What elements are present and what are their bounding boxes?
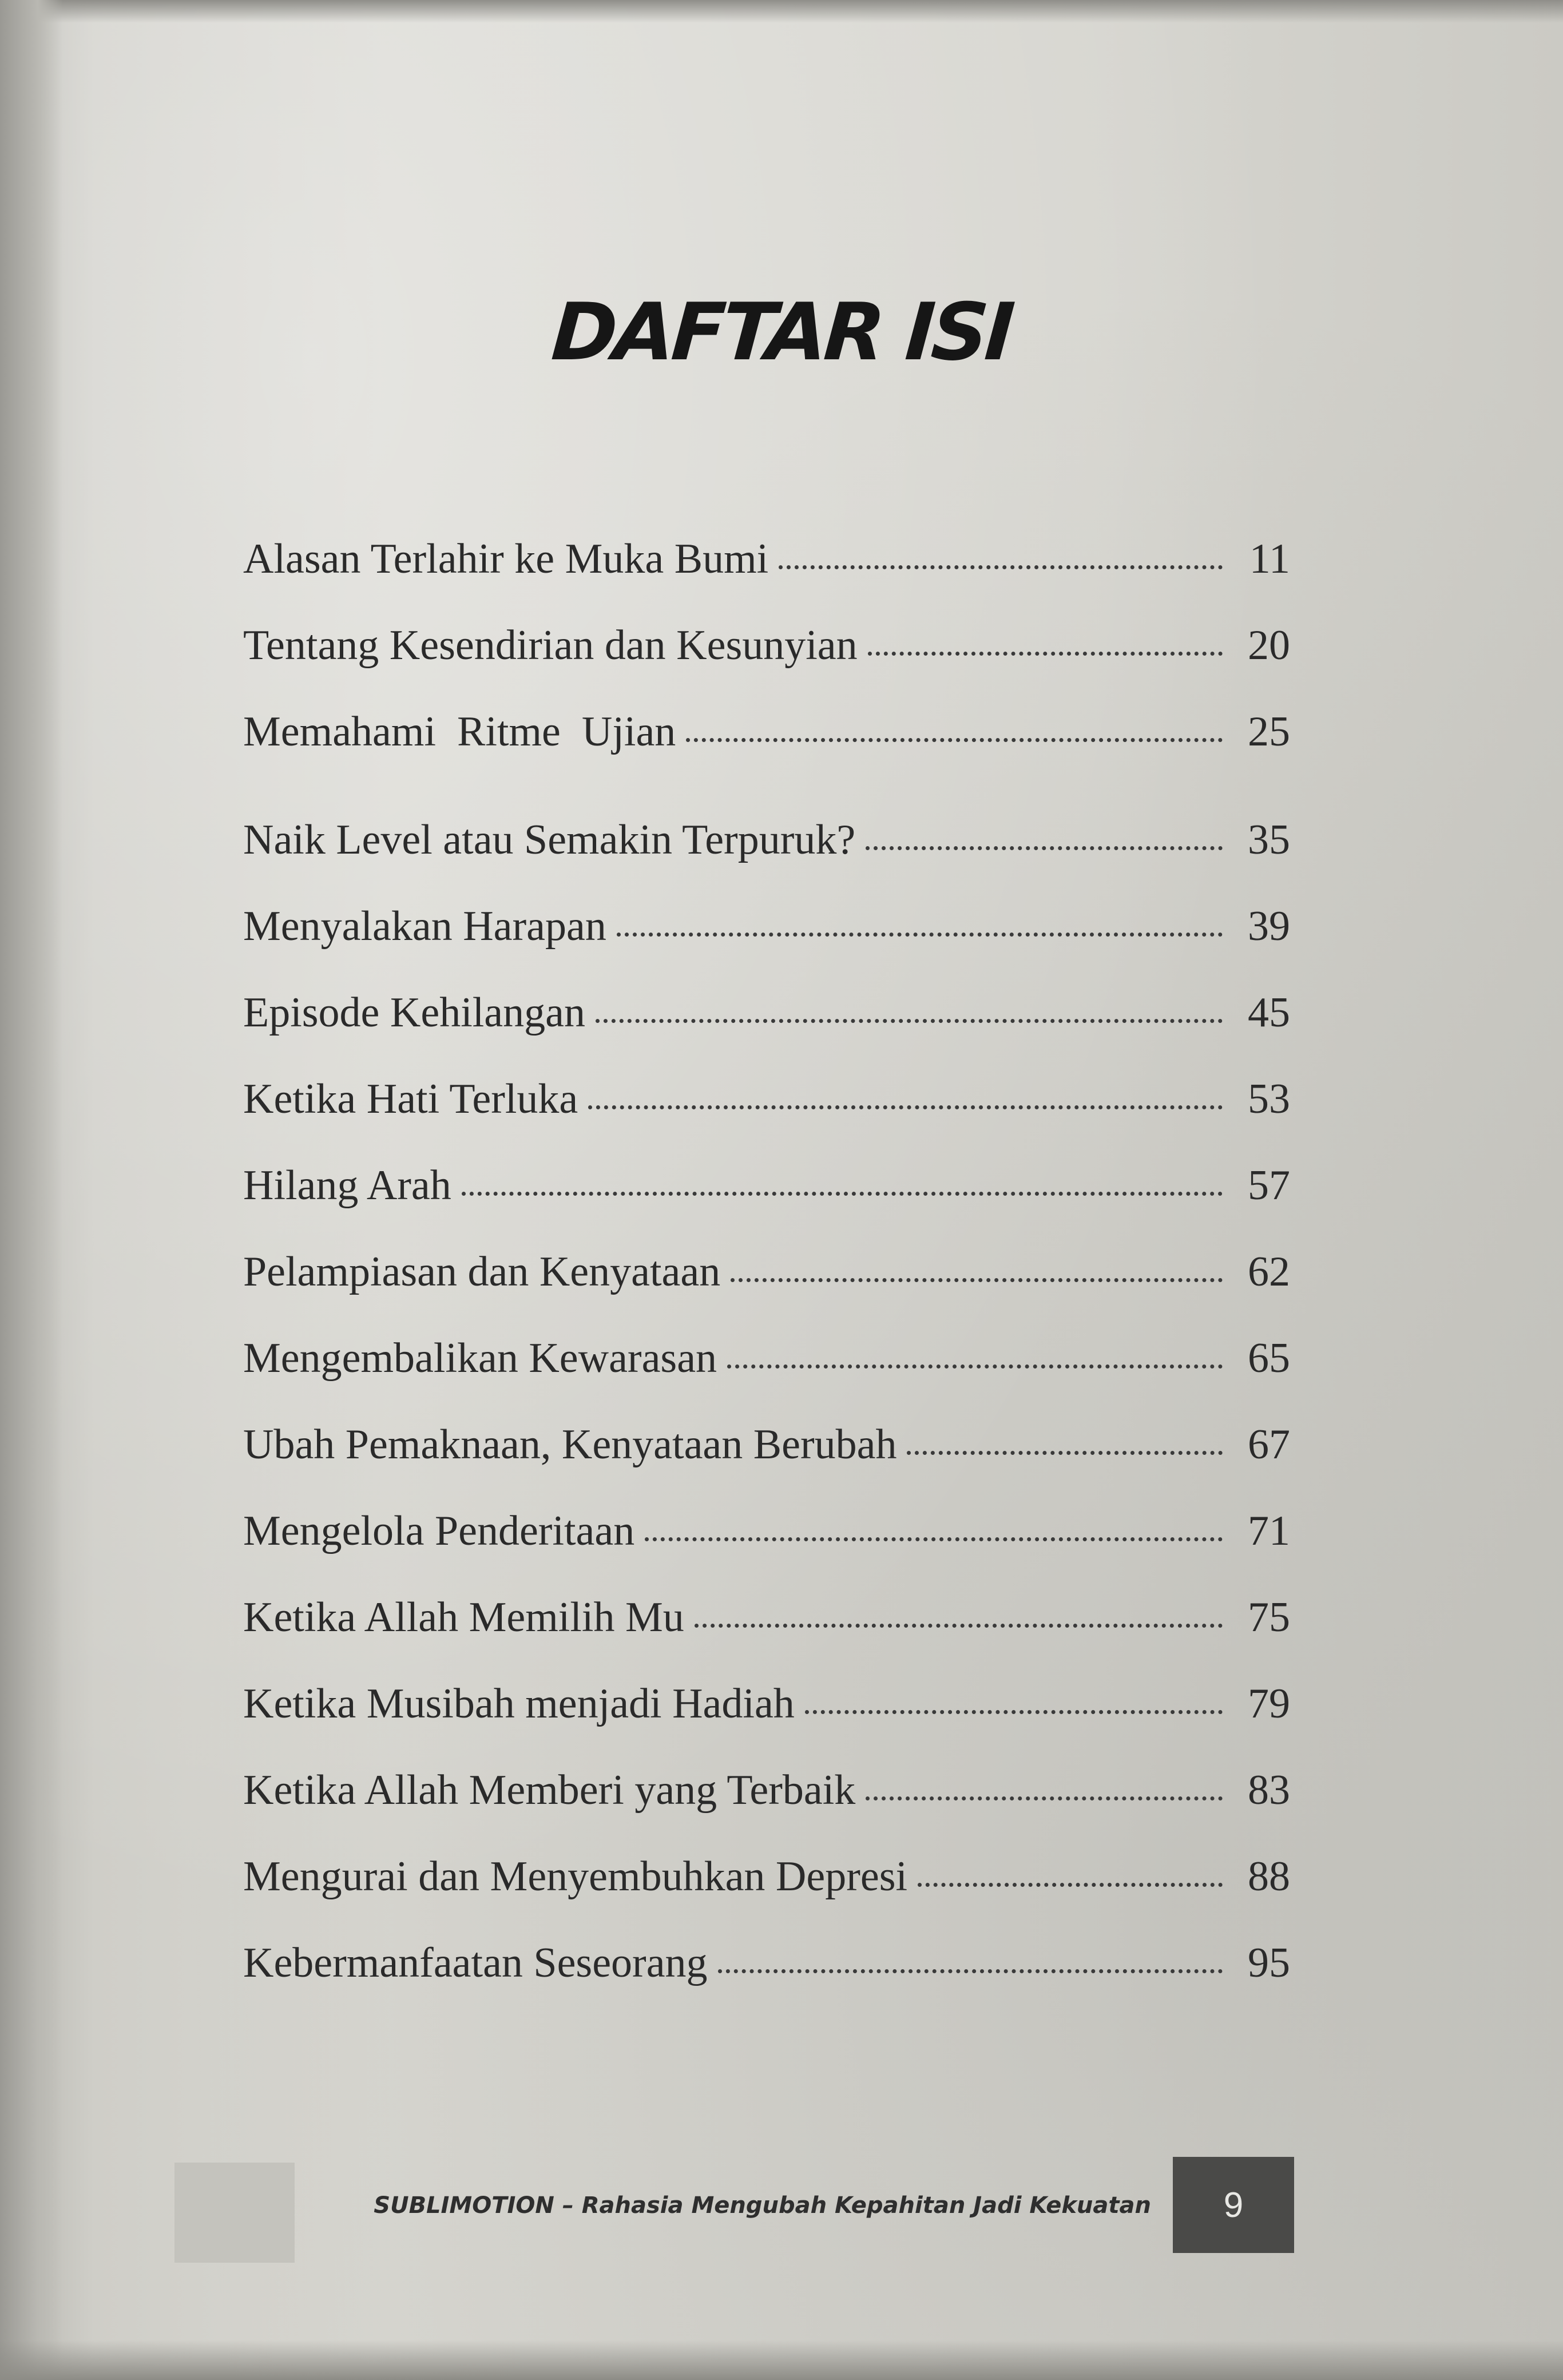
toc-entry-page: 57	[1248, 1162, 1290, 1209]
toc-entry-page: 65	[1248, 1335, 1290, 1382]
table-of-contents	[243, 535, 1290, 2025]
dot-leader	[695, 1624, 1223, 1628]
toc-entry-title: Kebermanfaatan Seseorang	[243, 1939, 708, 1986]
toc-entry-page: 53	[1248, 1076, 1290, 1122]
toc-entry-page: 88	[1248, 1853, 1290, 1900]
toc-entry	[243, 1766, 1290, 1853]
toc-entry-page: 95	[1248, 1939, 1290, 1986]
page-footer	[0, 2157, 1563, 2254]
toc-entry-title: Pelampiasan dan Kenyataan	[243, 1248, 721, 1295]
page-bottom-shadow	[0, 2340, 1563, 2380]
toc-entry	[243, 816, 1290, 902]
dot-leader	[645, 1537, 1223, 1541]
toc-entry	[243, 1248, 1290, 1334]
toc-entry-page: 35	[1248, 816, 1290, 863]
running-title: SUBLIMOTION – Rahasia Mengubah Kepahitan Jadi Kekuatan	[374, 2192, 1151, 2219]
dot-leader	[868, 652, 1223, 656]
toc-entry	[243, 1853, 1290, 1939]
toc-entry-title: Mengembalikan Kewarasan	[243, 1335, 717, 1382]
toc-entry	[243, 1507, 1290, 1593]
toc-entry	[243, 1161, 1290, 1248]
toc-entry-page: 75	[1248, 1594, 1290, 1641]
toc-entry	[243, 989, 1290, 1075]
dot-leader	[907, 1451, 1223, 1455]
toc-entry-title: Memahami Ritme Ujian	[243, 708, 676, 755]
dot-leader	[686, 738, 1223, 742]
toc-entry-page: 83	[1248, 1767, 1290, 1814]
toc-entry-page: 79	[1248, 1680, 1290, 1727]
toc-entry-page: 39	[1248, 903, 1290, 950]
dot-leader	[596, 1019, 1223, 1023]
toc-entry-page: 71	[1248, 1508, 1290, 1554]
toc-entry-title: Mengelola Penderitaan	[243, 1508, 635, 1554]
toc-entry-title: Ketika Hati Terluka	[243, 1076, 578, 1122]
toc-entry-title: Ketika Musibah menjadi Hadiah	[243, 1680, 795, 1727]
toc-entry-title: Ketika Allah Memilih Mu	[243, 1594, 684, 1641]
toc-entry-page: 20	[1248, 622, 1290, 669]
page-top-shadow	[0, 0, 1563, 23]
toc-entry	[243, 902, 1290, 989]
dot-leader	[731, 1278, 1223, 1282]
dot-leader	[866, 846, 1223, 850]
toc-entry	[243, 1075, 1290, 1161]
toc-entry-page: 62	[1248, 1248, 1290, 1295]
toc-entry	[243, 621, 1290, 708]
dot-leader	[617, 933, 1223, 937]
dot-leader	[918, 1883, 1223, 1887]
toc-entry-title: Ketika Allah Memberi yang Terbaik	[243, 1767, 856, 1814]
toc-entry-title: Menyalakan Harapan	[243, 903, 606, 950]
dot-leader	[718, 1969, 1223, 1973]
dot-leader	[462, 1192, 1223, 1196]
toc-entry	[243, 1421, 1290, 1507]
footer-decorative-block	[174, 2163, 295, 2263]
toc-entry	[243, 1680, 1290, 1766]
toc-entry-page: 11	[1249, 536, 1290, 582]
toc-entry-page: 45	[1248, 989, 1290, 1036]
page-title: DAFTAR ISI	[549, 286, 1014, 378]
dot-leader	[588, 1105, 1223, 1109]
dot-leader	[805, 1710, 1223, 1714]
toc-entry-title: Tentang Kesendirian dan Kesunyian	[243, 622, 858, 669]
toc-entry-page: 67	[1248, 1421, 1290, 1468]
toc-entry	[243, 708, 1290, 794]
dot-leader	[727, 1364, 1223, 1368]
toc-entry-title: Mengurai dan Menyembuhkan Depresi	[243, 1853, 908, 1900]
toc-entry	[243, 535, 1290, 621]
toc-entry-title: Hilang Arah	[243, 1162, 451, 1209]
dot-leader	[866, 1796, 1223, 1800]
toc-entry	[243, 1939, 1290, 2025]
toc-entry	[243, 1334, 1290, 1421]
page-number: 9	[1173, 2157, 1294, 2253]
toc-entry	[243, 1593, 1290, 1680]
toc-entry-page: 25	[1248, 708, 1290, 755]
toc-entry-title: Episode Kehilangan	[243, 989, 585, 1036]
toc-entry-title: Naik Level atau Semakin Terpuruk?	[243, 816, 856, 863]
dot-leader	[779, 565, 1223, 569]
toc-entry-title: Ubah Pemaknaan, Kenyataan Berubah	[243, 1421, 897, 1468]
toc-entry-title: Alasan Terlahir ke Muka Bumi	[243, 536, 769, 582]
